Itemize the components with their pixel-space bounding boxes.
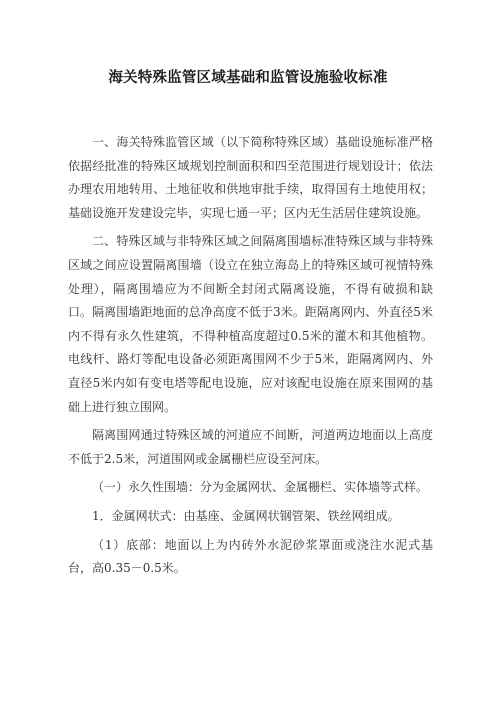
paragraph: （1）底部：地面以上为内砖外水泥砂浆罩面或浇注水泥式基台，高0.35－0.5米。 — [68, 537, 433, 576]
paragraph: 二、特殊区域与非特殊区域之间隔离围墙标准特殊区域与非特殊区域之间应设置隔离围墙（设立在独立海岛上的特殊区域可视情特殊处理），隔离围墙应为不间断全封闭式隔离设施，不得有破损和缺口。隔离围墙距地面的总净高度不低于3米。距隔离网内、外直径5米内不得有永久性建筑，不得种植高度超过0.5米的灌木和其他植物。电线杆、路灯等配电设备必须距离围网不少于5米，距隔离网内、外直径5米内如有变电塔等配电设施，应对该配电设施在原来围网的基础上进行独立围网。 — [68, 234, 433, 414]
paragraph: 1．金属网状式：由基座、金属网状钢管架、铁丝网组成。 — [92, 508, 400, 523]
paragraph: （一）永久性围墙：分为金属网状、金属栅栏、实体墙等式样。 — [92, 480, 429, 495]
paragraph: 一、海关特殊监管区域（以下简称特殊区域）基础设施标准严格依据经批准的特殊区域规划控制面积和四至范围进行规划设计；依法办理农用地转用、土地征收和供地审批手续，取得国有土地使用权；基础设施开发建设完毕，实现七通一平；区内无生活居住建筑设施。 — [68, 135, 433, 220]
paragraph: 隔离围网通过特殊区域的河道应不间断，河道两边地面以上高度不低于2.5米，河道围网或金属栅栏应设至河床。 — [68, 428, 433, 466]
document-title: 海关特殊监管区域基础和监管设施验收标准 — [108, 70, 388, 86]
document-body — [68, 131, 433, 586]
